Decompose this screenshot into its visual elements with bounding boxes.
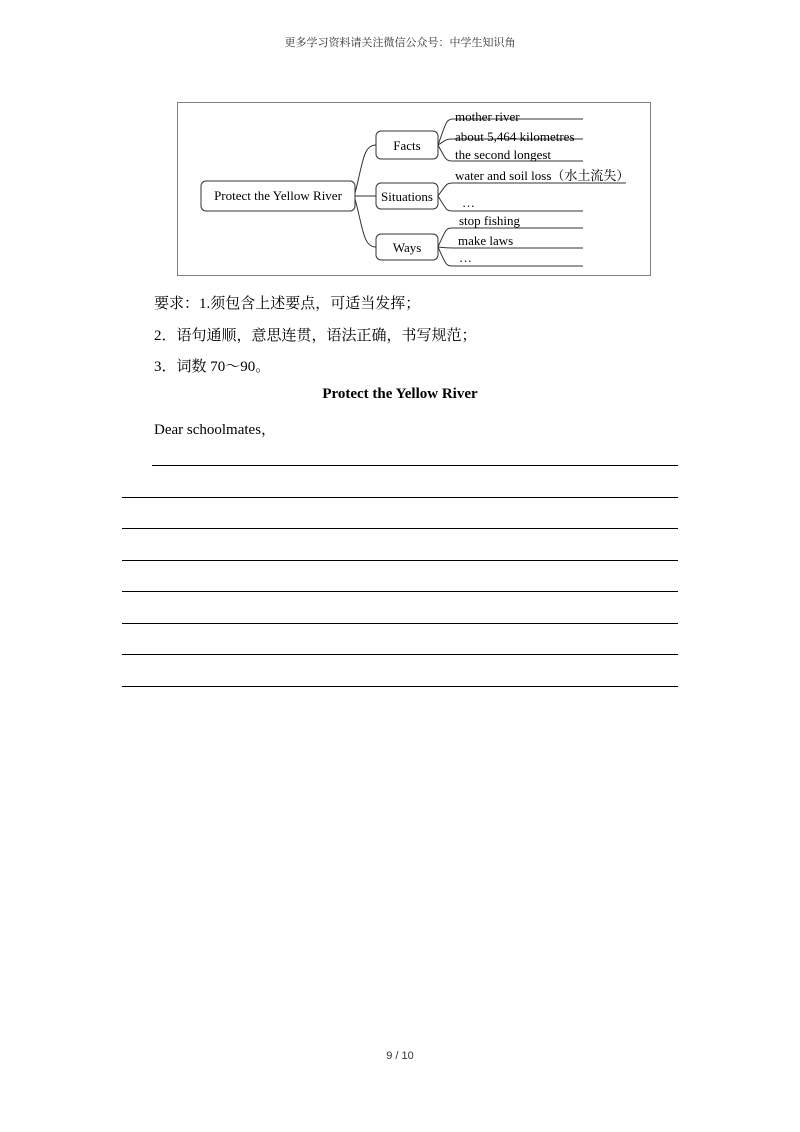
situations-item: … — [462, 195, 475, 210]
requirement-1: 要求：1.须包含上述要点，可适当发挥； — [154, 296, 421, 312]
requirement-3: 3．词数 70～90。 — [154, 359, 271, 375]
facts-node-label: Facts — [393, 138, 421, 153]
requirement-2: 2．语句通顺，意思连贯，语法正确，书写规范； — [154, 328, 477, 344]
situations-item: water and soil loss（水土流失） — [455, 168, 630, 183]
writing-line — [152, 465, 678, 466]
facts-item: the second longest — [455, 147, 552, 162]
writing-line — [122, 528, 678, 529]
facts-item: about 5,464 kilometres — [455, 129, 575, 144]
writing-line — [122, 560, 678, 561]
mind-map-diagram — [178, 103, 652, 277]
connector-ways — [355, 199, 376, 247]
writing-line — [122, 497, 678, 498]
essay-title: Protect the Yellow River — [322, 386, 478, 402]
mind-map-figure — [177, 102, 651, 276]
page-header: 更多学习资料请关注微信公众号：中学生知识角 — [284, 36, 516, 49]
writing-line — [122, 623, 678, 624]
ways-item: make laws — [458, 233, 514, 248]
situations-node-label: Situations — [380, 189, 434, 204]
connector-facts — [355, 145, 376, 193]
facts-item: mother river — [455, 109, 520, 124]
page-number: 9 / 10 — [386, 1050, 414, 1062]
essay-greeting: Dear schoolmates， — [154, 422, 277, 438]
writing-line — [122, 686, 678, 687]
writing-line — [122, 654, 678, 655]
ways-item: stop fishing — [459, 213, 521, 228]
root-node-label: Protect the Yellow River — [214, 188, 342, 203]
ways-item: … — [459, 250, 472, 265]
ways-node-label: Ways — [392, 240, 422, 255]
writing-line — [122, 591, 678, 592]
